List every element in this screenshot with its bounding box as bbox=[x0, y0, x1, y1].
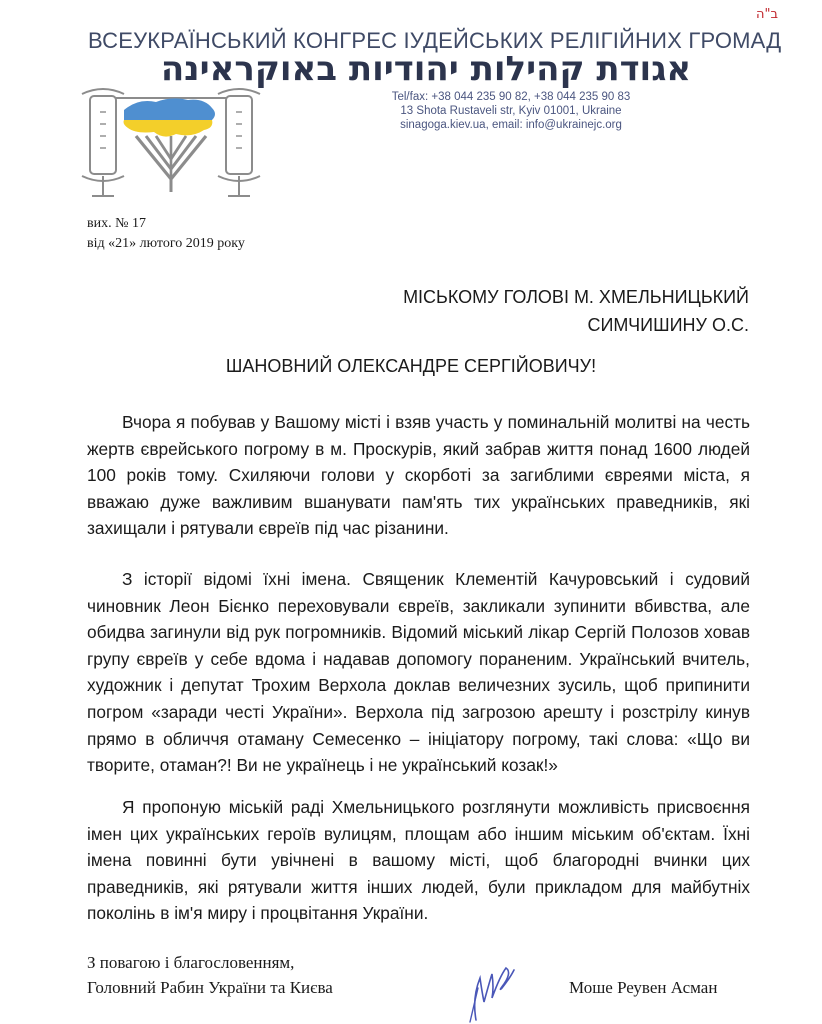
closing-block bbox=[87, 950, 333, 1000]
addressee-block bbox=[403, 283, 749, 339]
outgoing-number: вих. № 17 bbox=[87, 216, 146, 231]
outgoing-date: від «21» лютого 2019 року bbox=[87, 236, 245, 251]
contact-web-email: sinagoga.kiev.ua, email: info@ukrainejc.org bbox=[400, 119, 622, 131]
greeting: ШАНОВНИЙ ОЛЕКСАНДРЕ СЕРГІЙОВИЧУ! bbox=[225, 356, 597, 376]
body-paragraph-1: Вчора я побував у Вашому місті і взяв участь у поминальній молитві на честь жертв єврейського погрому в м. Проскурів, який забрав життя понад 1600 людей 100 років тому. Схиляючи голови у скорботі за загиблими євреями міста, я вважаю дуже важливим вшанувати пам'ять тих українських праведників, які захищали і рятували євреїв під час різанини. bbox=[87, 412, 750, 539]
signatory-title: Головний Рабин України та Києва bbox=[87, 978, 333, 997]
contact-phone: Tel/fax: +38 044 235 90 82, +38 044 235 90 83 bbox=[391, 91, 631, 103]
body-paragraph-3: Я пропоную міській раді Хмельницького розглянути можливість присвоєння імен цих українських героїв вулицям, площам або іншим міським об'єктам. Їхні імена повинні бути увічнені в вашому місті, щоб благородні вчинки цих праведників, які рятували життя інших людей, були прикладом для майбутніх поколінь в ім'я миру і процвітання України. bbox=[87, 797, 750, 924]
outgoing-reference bbox=[87, 214, 245, 254]
torah-scroll-menorah-ukraine-map-logo bbox=[76, 84, 266, 202]
handwritten-signature bbox=[462, 958, 532, 1024]
contact-info bbox=[366, 90, 656, 132]
contact-address: 13 Shota Rustaveli str, Kyiv 01001, Ukraine bbox=[400, 105, 622, 117]
addressee-line-2: СИМЧИШИНУ О.С. bbox=[587, 315, 749, 335]
bh-mark: ב"ה bbox=[756, 7, 778, 22]
closing-regards: З повагою і благословенням, bbox=[87, 953, 295, 972]
org-name-hebrew: אגודת קהילות יהודיות באוקראינה bbox=[160, 49, 692, 89]
body-paragraph-2: З історії відомі їхні імена. Священик Клементій Качуровський і судовий чиновник Леон Бієнко переховували євреїв, закликали зупинити вбивства, але обидва загинули від рук погромників. Відомий міський лікар Сергій Полозов ховав групу євреїв у себе вдома і надавав допомогу пораненим. Український вчитель, художник і депутат Трохим Верхола доклав величезних зусиль, щоб припинити погром «заради честі України». Верхола під загрозою арешту і розстрілу кинув прямо в обличчя отаману Семесенко – ініціатору погрому, такі слова: «Що ви творите, отаман?! Ви не українець і не український козак!» bbox=[87, 569, 750, 776]
addressee-line-1: МІСЬКОМУ ГОЛОВІ М. ХМЕЛЬНИЦЬКИЙ bbox=[403, 287, 749, 307]
signatory-name: Моше Реувен Асман bbox=[569, 978, 718, 997]
org-name-ukrainian: ВСЕУКРАЇНСЬКИЙ КОНГРЕС ІУДЕЙСЬКИХ РЕЛІГІЙНИХ ГРОМАД bbox=[88, 28, 782, 53]
